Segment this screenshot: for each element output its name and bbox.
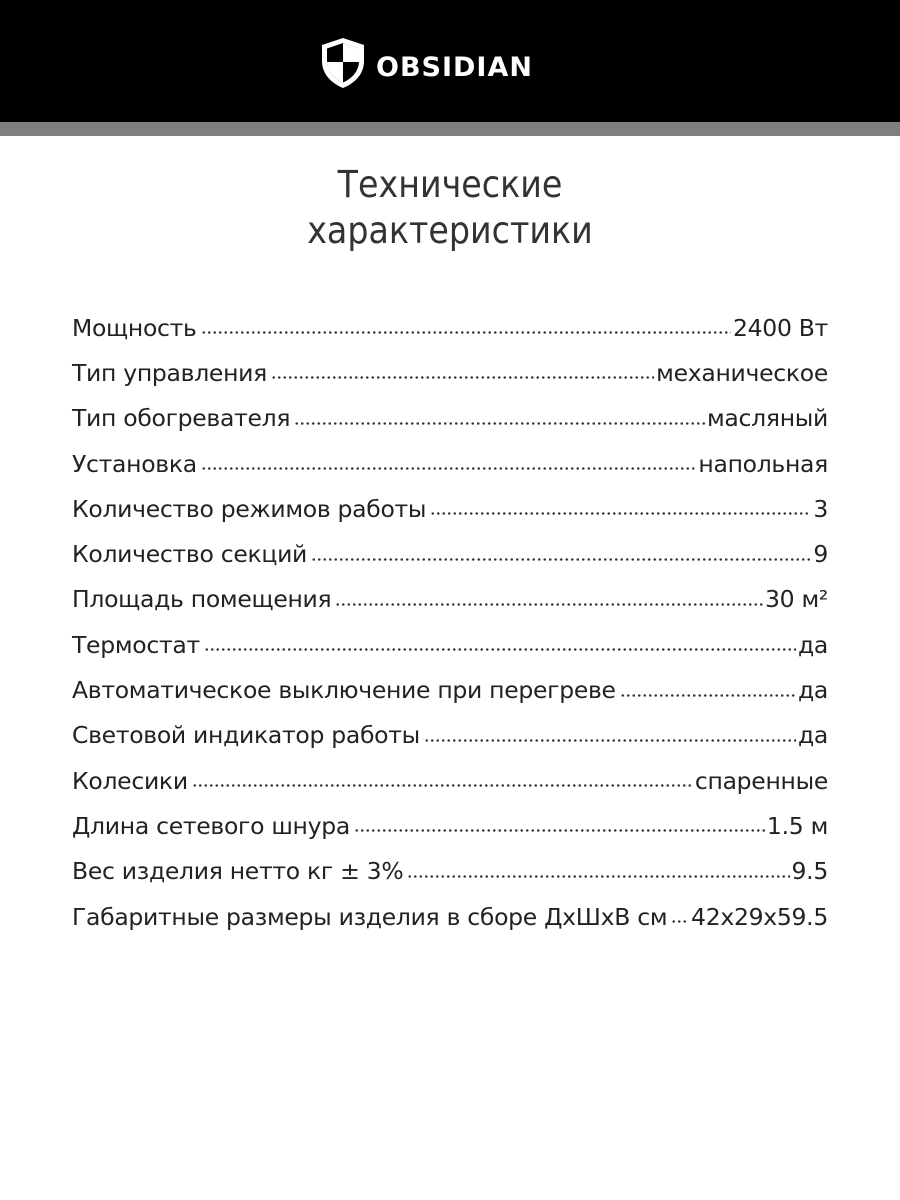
spec-value: 1.5 м xyxy=(766,811,828,840)
spec-row-cord-length xyxy=(72,803,828,848)
page-title-line-1: Технические xyxy=(337,163,563,206)
dot-leader xyxy=(201,331,731,334)
dot-leader xyxy=(430,512,811,515)
spec-label: Габаритные размеры изделия в сборе ДхШхВ см xyxy=(72,902,668,931)
spec-value: масляный xyxy=(707,404,828,433)
spec-row-room-area xyxy=(72,577,828,622)
spec-row-installation xyxy=(72,441,828,486)
shield-icon xyxy=(320,37,366,89)
spec-row-modes xyxy=(72,486,828,531)
dot-leader xyxy=(192,784,693,787)
spec-list xyxy=(72,305,828,939)
spec-row-thermostat xyxy=(72,622,828,667)
spec-value: да xyxy=(797,676,828,705)
spec-value: 2400 Вт xyxy=(733,313,828,342)
spec-row-overheat-shutoff xyxy=(72,667,828,712)
dot-leader xyxy=(671,920,689,923)
spec-value: 3 xyxy=(813,494,828,523)
dot-leader xyxy=(294,422,705,425)
spec-row-wheels xyxy=(72,758,828,803)
dot-leader xyxy=(407,875,789,878)
spec-label: Установка xyxy=(72,449,197,478)
dot-leader xyxy=(620,694,796,697)
dot-leader xyxy=(271,376,654,379)
spec-label: Количество режимов работы xyxy=(72,494,427,523)
spec-value: механическое xyxy=(656,358,828,387)
spec-row-sections xyxy=(72,531,828,576)
dot-leader xyxy=(424,739,796,742)
brand-name: OBSIDIAN xyxy=(376,51,533,83)
spec-label: Тип управления xyxy=(72,358,267,387)
spec-value: 9.5 xyxy=(791,857,828,886)
spec-label: Количество секций xyxy=(72,540,308,569)
spec-label: Тип обогревателя xyxy=(72,404,291,433)
spec-label: Вес изделия нетто кг ± 3% xyxy=(72,857,404,886)
page-title-line-2: характеристики xyxy=(307,209,593,252)
spec-row-net-weight xyxy=(72,849,828,894)
spec-value: спаренные xyxy=(694,766,828,795)
spec-value: 42x29x59.5 xyxy=(691,902,828,931)
dot-leader xyxy=(311,558,811,561)
brand-header xyxy=(0,0,900,122)
spec-row-heater-type xyxy=(72,396,828,441)
spec-value: да xyxy=(797,630,828,659)
spec-label: Мощность xyxy=(72,313,197,342)
header-stripe xyxy=(0,122,900,136)
dot-leader xyxy=(354,829,765,832)
spec-label: Колесики xyxy=(72,766,188,795)
spec-row-indicator xyxy=(72,713,828,758)
spec-value: 30 м² xyxy=(764,585,828,614)
dot-leader xyxy=(335,603,763,606)
spec-label: Автоматическое выключение при перегреве xyxy=(72,676,616,705)
spec-label: Световой индикатор работы xyxy=(72,721,420,750)
dot-leader xyxy=(204,648,796,651)
spec-label: Термостат xyxy=(72,630,200,659)
spec-row-power xyxy=(72,305,828,350)
spec-row-dimensions xyxy=(72,894,828,939)
brand-logo xyxy=(320,36,533,90)
spec-label: Площадь помещения xyxy=(72,585,332,614)
spec-label: Длина сетевого шнура xyxy=(72,811,350,840)
spec-value: напольная xyxy=(698,449,828,478)
dot-leader xyxy=(201,467,697,470)
spec-value: 9 xyxy=(813,540,828,569)
spec-value: да xyxy=(797,721,828,750)
page-title xyxy=(45,162,855,254)
spec-row-control-type xyxy=(72,350,828,395)
